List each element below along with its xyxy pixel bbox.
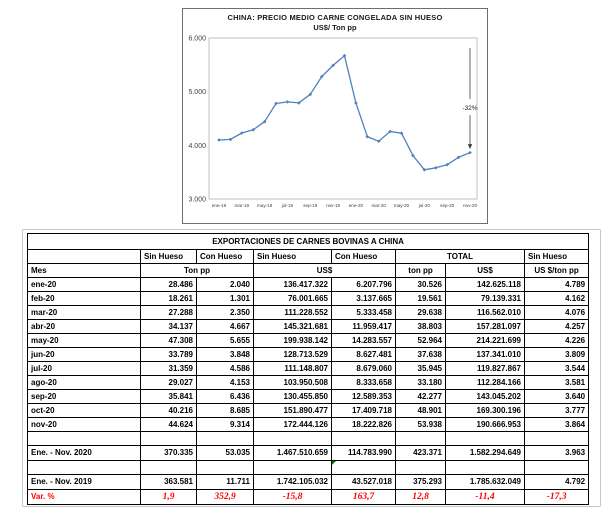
- data-point-marker: [217, 138, 221, 142]
- row-label: Ene. - Nov. 2020: [28, 446, 141, 461]
- data-cell: 111.228.552: [254, 306, 332, 320]
- data-cell: 8.627.481: [332, 348, 396, 362]
- data-cell: 172.444.126: [254, 418, 332, 432]
- data-cell: 6.436: [197, 390, 254, 404]
- row-label: ene-20: [28, 278, 141, 292]
- table-row-ago-20: [28, 376, 589, 390]
- table-units-header-row: [28, 264, 589, 278]
- price-line-series: [219, 56, 470, 170]
- data-cell: 214.221.699: [446, 334, 525, 348]
- data-cell: 28.486: [141, 278, 197, 292]
- row-label: jul-20: [28, 362, 141, 376]
- data-cell: 163,7: [332, 490, 396, 505]
- data-cell: 3.137.665: [332, 292, 396, 306]
- data-cell: 190.666.953: [446, 418, 525, 432]
- data-cell: [197, 432, 254, 446]
- data-cell: [254, 461, 332, 475]
- data-cell: [332, 461, 396, 475]
- data-cell: 18.222.826: [332, 418, 396, 432]
- data-cell: 17.409.718: [332, 404, 396, 418]
- data-cell: -11,4: [446, 490, 525, 505]
- table-row-feb-20: [28, 292, 589, 306]
- data-cell: [525, 432, 589, 446]
- data-point-marker: [468, 151, 472, 155]
- data-cell: 5.655: [197, 334, 254, 348]
- data-cell: [446, 432, 525, 446]
- data-cell: -17,3: [525, 490, 589, 505]
- data-cell: 137.341.010: [446, 348, 525, 362]
- exports-table: [27, 233, 589, 505]
- data-cell: 1.742.105.032: [254, 475, 332, 490]
- chart-subtitle: US$/ Ton pp: [313, 23, 357, 32]
- unit-usd: US$: [254, 264, 396, 278]
- x-axis-tick-label: nov-19: [326, 203, 341, 208]
- data-cell: 130.455.850: [254, 390, 332, 404]
- data-cell: [525, 461, 589, 475]
- table-row-jul-20: [28, 362, 589, 376]
- data-cell: 4.586: [197, 362, 254, 376]
- data-cell: 76.001.665: [254, 292, 332, 306]
- data-cell: 30.526: [396, 278, 446, 292]
- data-cell: 1.785.632.049: [446, 475, 525, 490]
- x-axis-tick-label: sep-19: [303, 203, 318, 208]
- data-cell: 12.589.353: [332, 390, 396, 404]
- col-header-con-hueso-usd: Con Hueso: [332, 250, 396, 264]
- data-cell: 112.284.166: [446, 376, 525, 390]
- data-cell: 4.789: [525, 278, 589, 292]
- col-header-sin-hueso-unit: Sin Hueso: [525, 250, 589, 264]
- data-cell: 4.076: [525, 306, 589, 320]
- data-cell: 169.300.196: [446, 404, 525, 418]
- col-header-sin-hueso-ton: Sin Hueso: [141, 250, 197, 264]
- data-cell: [396, 461, 446, 475]
- data-cell: 33.180: [396, 376, 446, 390]
- x-axis-tick-label: jul-19: [281, 203, 294, 208]
- data-cell: 5.333.458: [332, 306, 396, 320]
- data-cell: 1,9: [141, 490, 197, 505]
- data-cell: 145.321.681: [254, 320, 332, 334]
- data-cell: 363.581: [141, 475, 197, 490]
- price-line-chart: [183, 9, 487, 223]
- table-title-row: [28, 234, 589, 250]
- row-label: [28, 432, 141, 446]
- price-chart-box: [182, 8, 488, 224]
- col-header-con-hueso-ton: Con Hueso: [197, 250, 254, 264]
- data-cell: 8.333.658: [332, 376, 396, 390]
- data-cell: 103.950.508: [254, 376, 332, 390]
- data-cell: 116.562.010: [446, 306, 525, 320]
- table-row-may-20: [28, 334, 589, 348]
- data-cell: 8.679.060: [332, 362, 396, 376]
- table-row-summary: [28, 475, 589, 490]
- data-cell: [141, 461, 197, 475]
- data-cell: 143.045.202: [446, 390, 525, 404]
- table-body: [28, 278, 589, 505]
- data-cell: 1.582.294.649: [446, 446, 525, 461]
- data-cell: 3.848: [197, 348, 254, 362]
- data-cell: [141, 432, 197, 446]
- data-cell: 1.467.510.659: [254, 446, 332, 461]
- data-cell: 43.527.018: [332, 475, 396, 490]
- table-row-abr-20: [28, 320, 589, 334]
- data-cell: 3.963: [525, 446, 589, 461]
- data-cell: 37.638: [396, 348, 446, 362]
- data-cell: [254, 432, 332, 446]
- x-axis-tick-label: mar-20: [371, 203, 387, 208]
- table-row-var: [28, 490, 589, 505]
- plot-area-border: [209, 38, 477, 199]
- data-cell: 157.281.097: [446, 320, 525, 334]
- row-label: may-20: [28, 334, 141, 348]
- table-row-summary: [28, 446, 589, 461]
- data-cell: 11.959.417: [332, 320, 396, 334]
- data-cell: 31.359: [141, 362, 197, 376]
- data-cell: 35.945: [396, 362, 446, 376]
- row-label: ago-20: [28, 376, 141, 390]
- table-title: EXPORTACIONES DE CARNES BOVINAS A CHINA: [28, 234, 589, 250]
- x-axis-tick-label: ene-19: [211, 203, 227, 208]
- data-cell: 375.293: [396, 475, 446, 490]
- unit-usd-per-ton: US $/ton pp: [525, 264, 589, 278]
- data-point-marker: [366, 135, 370, 139]
- table-row-ene-20: [28, 278, 589, 292]
- data-cell: 199.938.142: [254, 334, 332, 348]
- data-cell: 53.035: [197, 446, 254, 461]
- x-axis-tick-label: may-19: [256, 203, 273, 208]
- unit-ton-pp: Ton pp: [141, 264, 254, 278]
- x-axis-tick-label: mar-19: [234, 203, 250, 208]
- data-cell: 3.864: [525, 418, 589, 432]
- data-cell: 19.561: [396, 292, 446, 306]
- data-cell: 423.371: [396, 446, 446, 461]
- data-cell: 2.040: [197, 278, 254, 292]
- table-row-spacer: [28, 432, 589, 446]
- data-point-marker: [354, 101, 358, 105]
- data-cell: 8.685: [197, 404, 254, 418]
- table-colgroup-header-row: [28, 250, 589, 264]
- row-label: abr-20: [28, 320, 141, 334]
- data-cell: 111.148.807: [254, 362, 332, 376]
- data-point-marker: [286, 100, 290, 104]
- x-axis-tick-label: jul-20: [418, 203, 430, 208]
- data-cell: 29.027: [141, 376, 197, 390]
- data-cell: 4.162: [525, 292, 589, 306]
- data-cell: 33.789: [141, 348, 197, 362]
- x-axis-tick-label: may-20: [393, 203, 410, 208]
- data-cell: 12,8: [396, 490, 446, 505]
- table-row-spacer: [28, 461, 589, 475]
- data-cell: 136.417.322: [254, 278, 332, 292]
- data-cell: 4.667: [197, 320, 254, 334]
- data-cell: 3.544: [525, 362, 589, 376]
- data-cell: 27.288: [141, 306, 197, 320]
- x-axis-tick-label: ene-20: [348, 203, 364, 208]
- row-label: oct-20: [28, 404, 141, 418]
- unit-total-ton-pp: ton pp: [396, 264, 446, 278]
- row-label: sep-20: [28, 390, 141, 404]
- row-label: jun-20: [28, 348, 141, 362]
- data-cell: 4.226: [525, 334, 589, 348]
- table-row-jun-20: [28, 348, 589, 362]
- data-cell: 4.257: [525, 320, 589, 334]
- data-cell: 42.277: [396, 390, 446, 404]
- x-axis-tick-label: nov-20: [462, 203, 478, 208]
- data-cell: 9.314: [197, 418, 254, 432]
- x-axis-tick-label: sep-20: [440, 203, 455, 208]
- data-cell: 47.308: [141, 334, 197, 348]
- decline-arrowhead-icon: [468, 144, 472, 149]
- unit-total-usd: US$: [446, 264, 525, 278]
- data-cell: -15,8: [254, 490, 332, 505]
- data-cell: 38.803: [396, 320, 446, 334]
- data-cell: 53.938: [396, 418, 446, 432]
- y-axis-tick-label: 3.000: [188, 196, 206, 204]
- row-label: nov-20: [28, 418, 141, 432]
- y-axis-tick-label: 6.000: [188, 35, 206, 43]
- data-cell: 48.901: [396, 404, 446, 418]
- col-header-total: TOTAL: [396, 250, 525, 264]
- data-cell: 151.890.477: [254, 404, 332, 418]
- data-cell: 52.964: [396, 334, 446, 348]
- data-cell: 40.216: [141, 404, 197, 418]
- data-cell: [197, 461, 254, 475]
- data-cell: 6.207.796: [332, 278, 396, 292]
- data-cell: 3.777: [525, 404, 589, 418]
- chart-title: CHINA: PRECIO MEDIO CARNE CONGELADA SIN HUESO: [227, 13, 443, 22]
- data-cell: 11.711: [197, 475, 254, 490]
- col-header-sin-hueso-usd: Sin Hueso: [254, 250, 332, 264]
- table-row-oct-20: [28, 404, 589, 418]
- row-label: Ene. - Nov. 2019: [28, 475, 141, 490]
- col-header-mes: Mes: [28, 264, 141, 278]
- decline-annotation-label: -32%: [462, 105, 478, 112]
- data-cell: 2.350: [197, 306, 254, 320]
- table-row-mar-20: [28, 306, 589, 320]
- data-cell: [396, 432, 446, 446]
- data-cell: 3.581: [525, 376, 589, 390]
- data-cell: 34.137: [141, 320, 197, 334]
- data-cell: [446, 461, 525, 475]
- row-label: [28, 461, 141, 475]
- data-cell: 35.841: [141, 390, 197, 404]
- row-label: Var. %: [28, 490, 141, 505]
- y-axis-tick-label: 5.000: [188, 89, 206, 97]
- data-cell: 29.638: [396, 306, 446, 320]
- data-cell: 18.261: [141, 292, 197, 306]
- data-cell: 119.827.867: [446, 362, 525, 376]
- data-cell: 370.335: [141, 446, 197, 461]
- cell-error-indicator-icon: [332, 461, 336, 465]
- data-cell: 142.625.118: [446, 278, 525, 292]
- data-cell: 44.624: [141, 418, 197, 432]
- data-cell: 114.783.990: [332, 446, 396, 461]
- data-cell: 1.301: [197, 292, 254, 306]
- empty-header-cell: [28, 250, 141, 264]
- data-point-marker: [434, 166, 438, 170]
- data-cell: 4.153: [197, 376, 254, 390]
- row-label: mar-20: [28, 306, 141, 320]
- row-label: feb-20: [28, 292, 141, 306]
- data-cell: 128.713.529: [254, 348, 332, 362]
- data-cell: 3.640: [525, 390, 589, 404]
- data-cell: 4.792: [525, 475, 589, 490]
- data-cell: 3.809: [525, 348, 589, 362]
- data-cell: [332, 432, 396, 446]
- y-axis-tick-label: 4.000: [188, 142, 206, 150]
- data-cell: 79.139.331: [446, 292, 525, 306]
- data-cell: 14.283.557: [332, 334, 396, 348]
- table-row-sep-20: [28, 390, 589, 404]
- table-row-nov-20: [28, 418, 589, 432]
- data-cell: 352,9: [197, 490, 254, 505]
